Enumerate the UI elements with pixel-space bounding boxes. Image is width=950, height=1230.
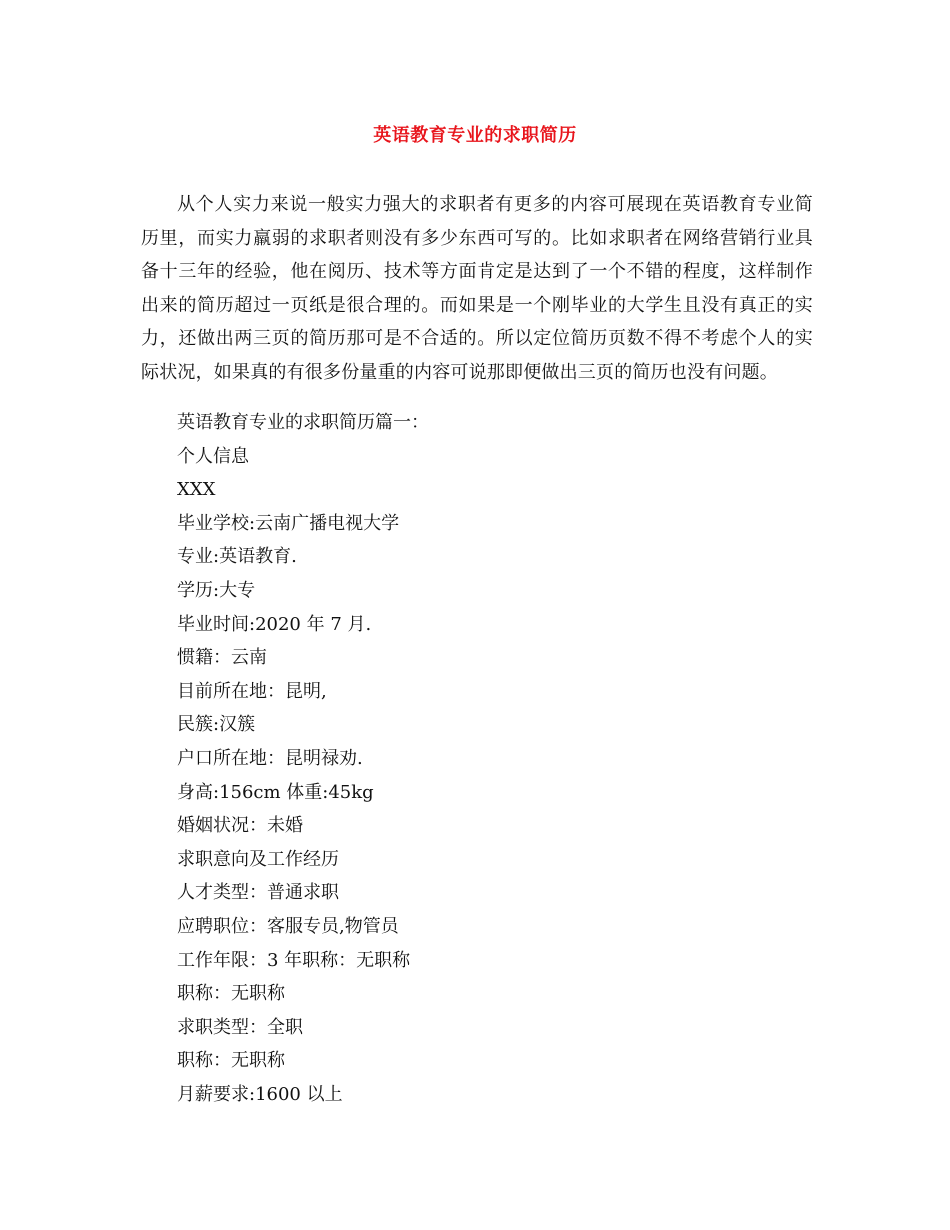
work-years-line: 工作年限：3 年职称：无职称 <box>177 949 411 971</box>
current-location-line: 目前所在地：昆明, <box>177 680 327 702</box>
salary-requirement-line: 月薪要求:1600 以上 <box>177 1083 343 1105</box>
section-heading-resume-one: 英语教育专业的求职简历篇一： <box>177 412 429 433</box>
graduation-date-line: 毕业时间:2020 年 7 月. <box>177 613 372 635</box>
household-registration-line: 户口所在地：昆明禄劝. <box>177 747 363 769</box>
marital-status-line: 婚姻状况：未婚 <box>177 815 303 837</box>
section-heading-job-intent: 求职意向及工作经历 <box>177 848 339 870</box>
intro-paragraph: 从个人实力来说一般实力强大的求职者有更多的内容可展现在英语教育专业简历里，而实力羸弱的求职者则没有多少东西可写的。比如求职者在网络营销行业具备十三年的经验，他在阅历、技术等方面肯定是达到了一个不错的程度，这样制作出来的简历超过一页纸是很合理的。而如果是一个刚毕业的大学生且没有真正的实力，还做出两三页的简历那可是不合适的。所以定位简历页数不得不考虑个人的实际状况，如果真的有很多份量重的内容可说那即便做出三页的简历也没有问题。 <box>141 194 813 383</box>
applied-position-line: 应聘职位：客服专员,物管员 <box>177 915 399 937</box>
document-title: 英语教育专业的求职简历 <box>373 125 577 146</box>
height-weight-line: 身高:156cm 体重:45kg <box>177 781 374 803</box>
school-line: 毕业学校:云南广播电视大学 <box>177 512 400 534</box>
title-line-repeat: 职称：无职称 <box>177 1050 285 1072</box>
resume-lines <box>177 406 797 1111</box>
title-line: 职称：无职称 <box>177 983 285 1005</box>
native-place-line: 惯籍：云南 <box>177 647 267 669</box>
ethnicity-line: 民簇:汉簇 <box>177 714 256 736</box>
job-type-line: 求职类型：全职 <box>177 1016 303 1038</box>
section-heading-personal-info: 个人信息 <box>177 445 249 467</box>
talent-type-line: 人才类型：普通求职 <box>177 882 339 904</box>
name-line: XXX <box>177 479 216 501</box>
education-line: 学历:大专 <box>177 579 256 601</box>
major-line: 专业:英语教育. <box>177 546 297 568</box>
